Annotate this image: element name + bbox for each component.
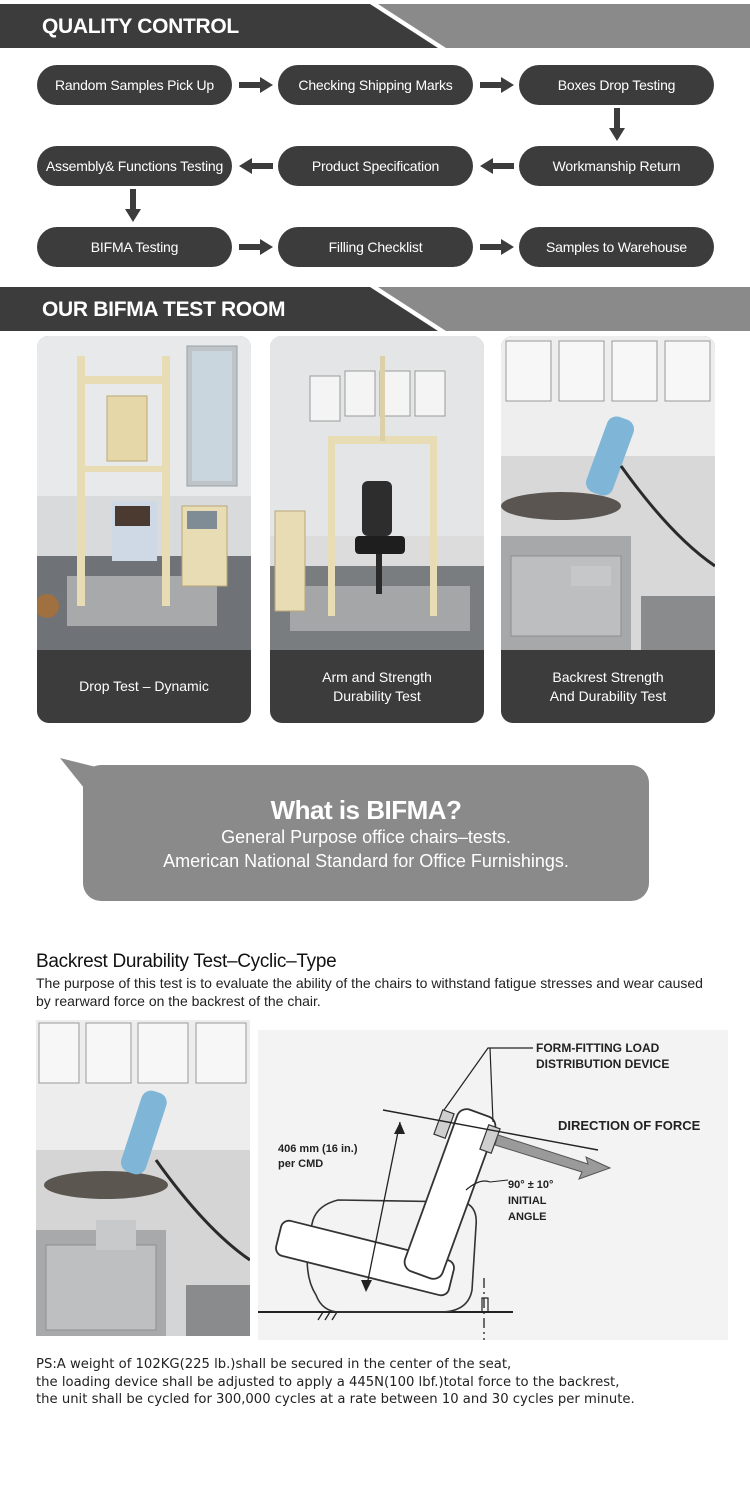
step-samples-warehouse: Samples to Warehouse	[519, 227, 714, 267]
label-angle-2: INITIAL	[508, 1195, 547, 1207]
label-force: DIRECTION OF FORCE	[558, 1118, 701, 1133]
test-notes	[36, 1356, 736, 1409]
arrow-left-icon	[238, 158, 274, 174]
arm-test-photo	[270, 336, 484, 650]
backrest-durability-title: Backrest Durability Test–Cyclic–Type	[36, 951, 337, 972]
label-angle-1: 90° ± 10°	[508, 1179, 554, 1191]
label-angle-3: ANGLE	[508, 1211, 547, 1223]
test-card-backrest	[501, 336, 715, 723]
drop-test-photo	[37, 336, 251, 650]
backrest-durability-description: The purpose of this test is to evaluate the ability of the chairs to withstand fatigue stresses and wear caused by rearward force on the backrest of the chair.	[36, 975, 703, 1009]
step-product-spec: Product Specification	[278, 146, 473, 186]
quality-control-title: QUALITY CONTROL	[42, 15, 239, 38]
bifma-info-bubble	[83, 765, 649, 901]
label-cmd-2: per CMD	[278, 1158, 324, 1170]
step-workmanship-return: Workmanship Return	[519, 146, 714, 186]
backrest-force-diagram	[258, 1030, 728, 1340]
quality-control-header	[0, 4, 750, 48]
arrow-right-icon	[238, 77, 274, 93]
note-line: the unit shall be cycled for 300,000 cycles at a rate between 10 and 30 cycles per minute.	[36, 1392, 635, 1407]
test-card-drop	[37, 336, 251, 723]
arm-test-caption: Arm and Strength Durability Test	[322, 668, 432, 704]
step-bifma-testing: BIFMA Testing	[37, 227, 232, 267]
backrest-test-photo	[501, 336, 715, 650]
step-filling-checklist: Filling Checklist	[278, 227, 473, 267]
step-boxes-drop: Boxes Drop Testing	[519, 65, 714, 105]
arrow-down-icon	[125, 189, 141, 223]
backrest-test-caption: Backrest Strength And Durability Test	[549, 668, 667, 704]
label-device-2: DISTRIBUTION DEVICE	[536, 1057, 670, 1071]
note-line: PS:A weight of 102KG(225 lb.)shall be secured in the center of the seat,	[36, 1357, 512, 1372]
bifma-title: What is BIFMA?	[270, 795, 462, 825]
step-assembly-functions: Assembly& Functions Testing	[37, 146, 232, 186]
arrow-right-icon	[479, 239, 515, 255]
test-room-header	[0, 287, 750, 331]
arrow-right-icon	[238, 239, 274, 255]
arrow-down-icon	[609, 108, 625, 142]
test-card-arm	[270, 336, 484, 723]
drop-test-caption: Drop Test – Dynamic	[79, 678, 209, 694]
label-cmd-1: 406 mm (16 in.)	[278, 1143, 358, 1155]
step-shipping-marks: Checking Shipping Marks	[278, 65, 473, 105]
note-line: the loading device shall be adjusted to apply a 445N(100 lbf.)total force to the backrest,	[36, 1374, 620, 1390]
bifma-line-1: General Purpose office chairs–tests.	[221, 827, 511, 847]
arrow-left-icon	[479, 158, 515, 174]
label-device-1: FORM-FITTING LOAD	[536, 1041, 660, 1055]
test-room-title: OUR BIFMA TEST ROOM	[42, 298, 286, 321]
bifma-line-2: American National Standard for Office Furnishings.	[163, 851, 569, 871]
step-random-samples: Random Samples Pick Up	[37, 65, 232, 105]
backrest-cyclic-photo	[36, 1020, 250, 1336]
arrow-right-icon	[479, 77, 515, 93]
